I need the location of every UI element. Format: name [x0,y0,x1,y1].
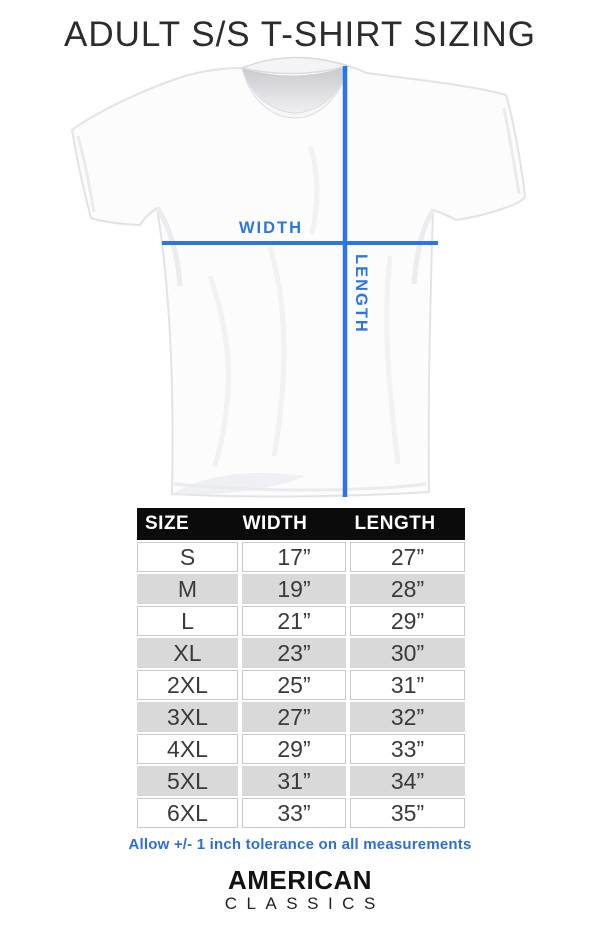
column-header-size: SIZE [145,513,190,534]
tolerance-note: Allow +/- 1 inch tolerance on all measurements [128,836,472,853]
size-chart-table [137,508,465,828]
width-label: WIDTH [238,219,304,237]
size-cell: S [137,542,238,572]
table-row [137,766,465,796]
brand-name-american: AMERICAN [227,865,373,895]
table-row [137,542,465,572]
width-cell: 27” [242,702,346,732]
size-cell: 6XL [137,798,238,828]
width-cell: 23” [242,638,346,668]
width-cell: 31” [242,766,346,796]
size-cell: 3XL [137,702,238,732]
tshirt-size-diagram [60,56,530,504]
length-cell: 33” [350,734,465,764]
table-row [137,574,465,604]
length-cell: 35” [350,798,465,828]
column-header-length: LENGTH [354,513,436,534]
length-label: LENGTH [352,254,370,334]
table-row [137,638,465,668]
table-row [137,670,465,700]
width-cell: 21” [242,606,346,636]
column-header-width: WIDTH [242,513,308,534]
width-cell: 33” [242,798,346,828]
page-title: ADULT S/S T-SHIRT SIZING [64,15,536,54]
size-chart-header [137,508,465,540]
length-cell: 30” [350,638,465,668]
size-cell: XL [137,638,238,668]
size-cell: M [137,574,238,604]
width-cell: 25” [242,670,346,700]
length-cell: 31” [350,670,465,700]
size-cell: 4XL [137,734,238,764]
length-cell: 34” [350,766,465,796]
table-row [137,734,465,764]
tshirt-graphic [60,56,530,504]
tshirt-body [72,61,525,497]
brand-logo [0,866,600,914]
table-row [137,798,465,828]
width-cell: 17” [242,542,346,572]
size-cell: 5XL [137,766,238,796]
length-cell: 28” [350,574,465,604]
size-cell: L [137,606,238,636]
brand-name-classics: CLASSICS [224,894,385,913]
length-cell: 27” [350,542,465,572]
size-cell: 2XL [137,670,238,700]
length-cell: 32” [350,702,465,732]
table-row [137,606,465,636]
width-cell: 29” [242,734,346,764]
width-cell: 19” [242,574,346,604]
table-row [137,702,465,732]
length-cell: 29” [350,606,465,636]
